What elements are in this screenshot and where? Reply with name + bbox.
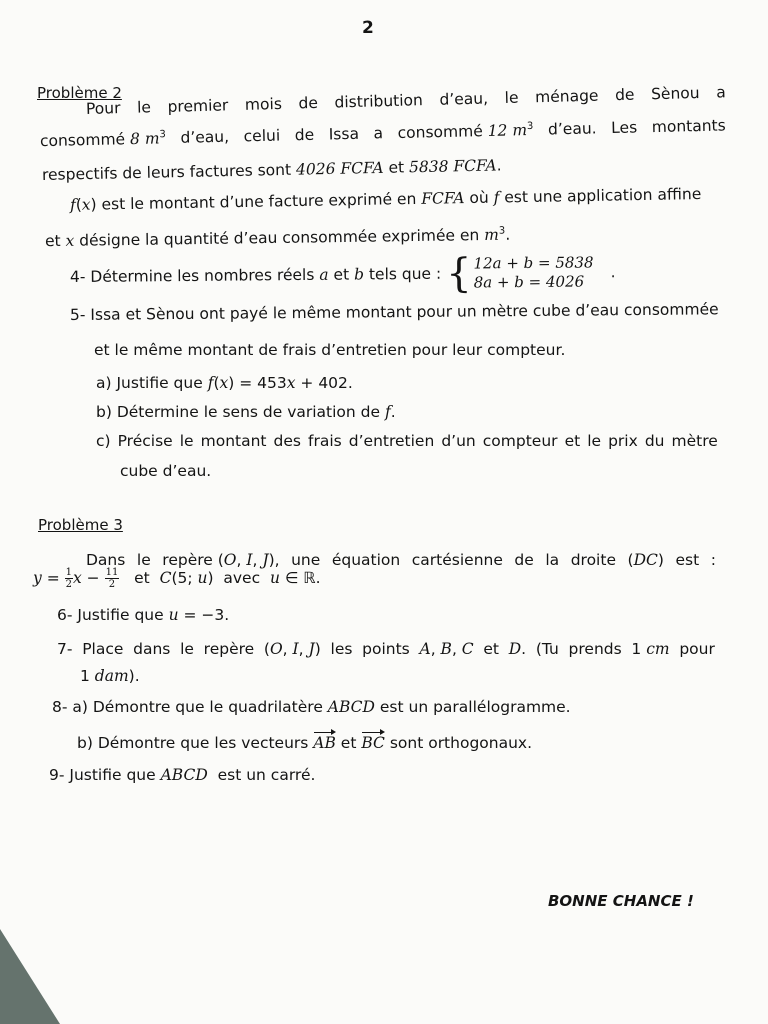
question-5-line-2: et le même montant de frais d’entretien pour leur compteur.: [94, 341, 566, 359]
p3-line-1: Dans le repère (O, I, J), une équation cartésienne de la droite (DC) est :: [86, 551, 716, 569]
vector-ab: AB: [313, 734, 336, 752]
question-7-line-2: 1 dam).: [80, 667, 140, 685]
page-number: 2: [362, 18, 374, 38]
question-9: 9- Justifie que ABCD est un carré.: [49, 766, 316, 784]
question-5c-line-1: c) Précise le montant des frais d’entretien d’un compteur et le prix du mètre: [96, 432, 718, 450]
question-5a: a) Justifie que f(x) = 453x + 402.: [96, 374, 353, 392]
closing-text: BONNE CHANCE !: [548, 892, 694, 910]
question-6: 6- Justifie que u = −3.: [57, 606, 230, 624]
problem-2-title: Problème 2: [37, 84, 122, 102]
p2-line-2: consommé 8 $m^3$ d’eau, celui de Issa a consommé 12 $m^3$ d’eau. Les montants: [39, 116, 726, 151]
p2-line-1: Pour le premier mois de distribution d’eau, le ménage de Sènou a: [85, 83, 726, 118]
p3-line-2: y = $\frac{1}{2}$ x − $\frac{11}{2}$ et C(5; u) avec u ∈ ℝ.: [33, 567, 321, 590]
scan-corner-shadow: [0, 929, 60, 1024]
question-7-line-1: 7- Place dans le repère (O, I, J) les points A, B, C et D. (Tu prends 1 cm pour: [57, 640, 715, 658]
p2-line-4: f(x) est le montant d’une facture exprimé en FCFA où f est une application affine: [69, 184, 702, 214]
equation-1: 12a + b = 5838: [473, 253, 594, 273]
p2-line-5: et x désigne la quantité d’eau consommée exprimée en $m^3$.: [44, 225, 511, 251]
equation-2: 8a + b = 4026: [473, 272, 585, 292]
question-4: 4- Détermine les nombres réels a et b tels que : { 12a + b = 5838 8a + b = 4026 .: [69, 250, 616, 297]
question-8a: 8- a) Démontre que le quadrilatère ABCD est un parallélogramme.: [52, 698, 571, 716]
vector-bc: BC: [361, 734, 385, 752]
question-5c-line-2: cube d’eau.: [120, 462, 212, 480]
question-5b: b) Détermine le sens de variation de f.: [96, 403, 396, 421]
question-8b: b) Démontre que les vecteurs AB et BC sont orthogonaux.: [77, 734, 533, 752]
problem-3-title: Problème 3: [38, 516, 123, 534]
question-5-line-1: 5- Issa et Sènou ont payé le même montant pour un mètre cube d’eau consommée: [69, 300, 719, 324]
p2-line-3: respectifs de leurs factures sont 4026 FCFA et 5838 FCFA.: [41, 156, 502, 184]
equation-system: { 12a + b = 5838 8a + b = 4026: [445, 250, 594, 297]
